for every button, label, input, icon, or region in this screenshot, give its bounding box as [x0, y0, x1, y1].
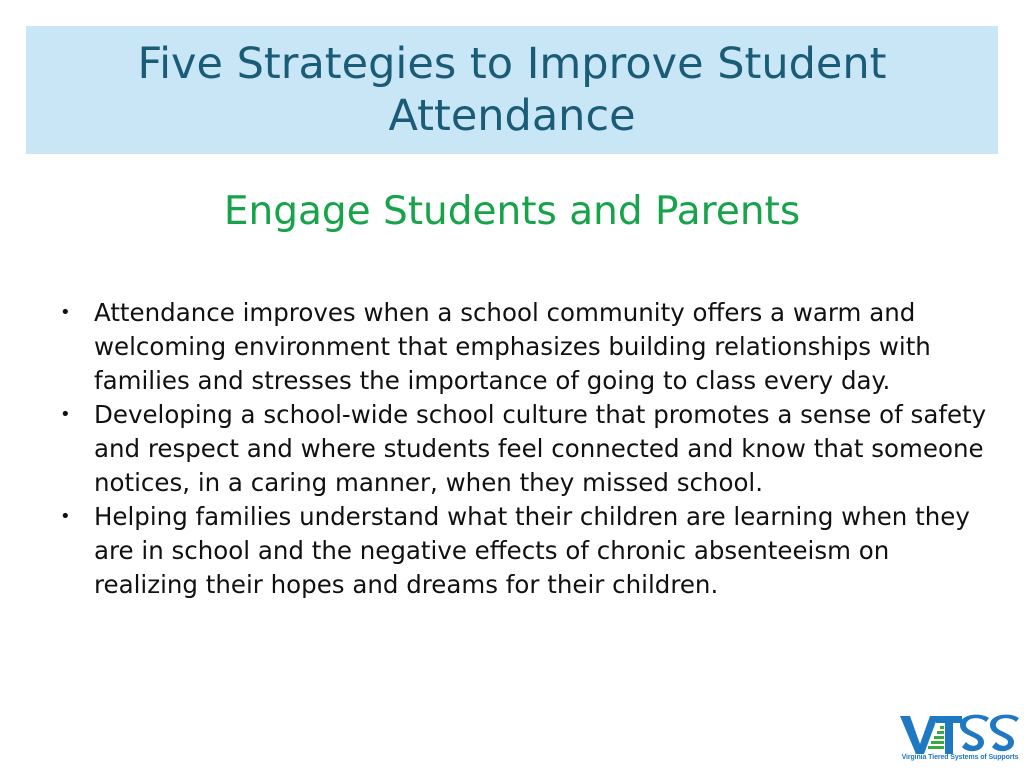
bullet-item — [60, 500, 1000, 602]
bullet-glyph: • — [60, 404, 71, 425]
bullet-text: Helping families understand what their children are learning when they are in school and the negative effects of chronic absenteeism on realizing their hopes and dreams for their children. — [94, 502, 970, 599]
logo-letter-t-bar — [936, 716, 962, 723]
bullet-item — [60, 296, 1000, 398]
logo-letter-s1 — [960, 715, 989, 751]
title-band — [26, 26, 998, 154]
bullet-text: Attendance improves when a school community offers a warm and welcoming environment that emphasizes building relationships with families and stresses the importance of going to class every day. — [94, 298, 931, 395]
bullet-glyph: • — [60, 506, 71, 527]
slide-subtitle: Engage Students and Parents — [223, 189, 801, 234]
slide-title: Five Strategies to Improve Student Attendance — [137, 39, 887, 141]
bullet-glyph: • — [60, 302, 71, 323]
logo-letter-s2 — [990, 715, 1019, 751]
bullet-list — [60, 296, 1000, 602]
logo-letter-t-stem — [945, 722, 953, 754]
logo-caption: Virginia Tiered Systems of Supports — [901, 754, 1019, 761]
bullet-item — [60, 398, 1000, 500]
bullet-text: Developing a school-wide school culture that promotes a sense of safety and respect and where students feel connected and know that someone notices, in a caring manner, when they missed school. — [94, 400, 987, 497]
